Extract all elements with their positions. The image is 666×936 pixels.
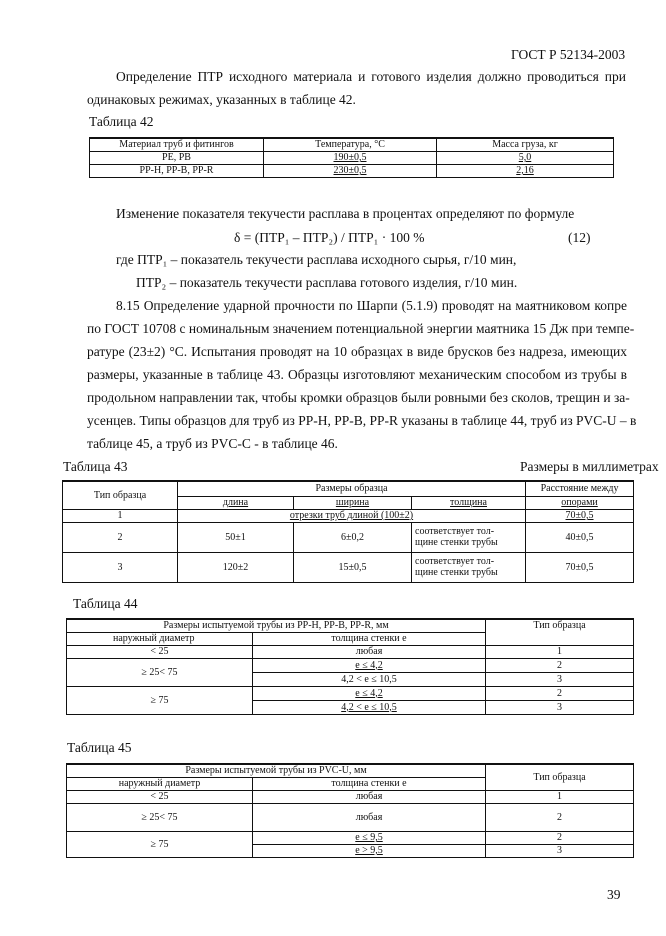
table-cell: 4,2 < e ≤ 10,5 [253,700,486,714]
cell-line: щине стенки трубы [415,537,498,548]
table-cell: 2 [486,686,634,700]
table-cell: любая [253,645,486,658]
table-cell: 1 [63,509,178,522]
table-cell: ≥ 75 [67,831,253,857]
table-cell: любая [253,790,486,803]
table-cell: 15±0,5 [294,552,412,582]
table-43-caption: Таблица 43 [63,459,128,474]
cell-line: соответствует тол- [415,526,495,537]
table-cell: 1 [486,645,634,658]
paragraph-line: размеры, указанные в таблице 43. Образцы изготовляют механическим способом из трубы в [87,367,627,382]
formula-where-2: ПТР₂ – показатель текучести расплава готового изделия, г/10 мин. [136,275,518,290]
table-44 [66,618,634,715]
table-cell [412,552,526,582]
table-header: Тип образца [63,481,178,509]
cell-line: щине стенки трубы [415,567,498,578]
table-cell: ≥ 25< 75 [67,658,253,686]
table-cell: 1 [486,790,634,803]
table-cell: 3 [486,700,634,714]
table-cell: 120±2 [178,552,294,582]
table-cell: 2,16 [437,164,614,177]
table-42-caption: Таблица 42 [89,114,154,129]
table-44-caption: Таблица 44 [73,596,138,611]
table-cell: 2 [486,803,634,831]
cell-line: соответствует тол- [415,556,495,567]
paragraph-line: Определение ПТР исходного материала и готового изделия должно проводиться при [116,69,626,84]
table-45 [66,763,634,858]
table-45-caption: Таблица 45 [67,740,132,755]
table-cell: 190±0,5 [264,151,437,164]
table-43-units: Размеры в миллиметрах [520,459,659,474]
table-cell: 2 [486,658,634,672]
table-cell: 5,0 [437,151,614,164]
table-header: толщина стенки e [253,632,486,645]
paragraph-line: 8.15 Определение ударной прочности по Шарпи (5.1.9) проводят на маятниковом копре [116,298,627,313]
table-42 [89,137,614,178]
table-cell: 2 [63,522,178,552]
table-cell: e ≤ 9,5 [253,831,486,844]
table-header: Размеры образца [178,481,526,496]
table-43 [62,480,634,583]
table-cell: 2 [486,831,634,844]
table-header: Масса груза, кг [437,138,614,151]
paragraph-line: ратуре (23±2) °С. Испытания проводят на 10 образцах в виде брусков без надреза, имеющих [87,344,627,359]
table-cell: ≥ 75 [67,686,253,714]
paragraph-line: таблице 45, а труб из PVC-C - в таблице 46. [87,436,338,451]
table-cell: 3 [486,672,634,686]
formula-where-1: где ПТР₁ – показатель текучести расплава исходного сырья, г/10 мин, [116,252,517,267]
table-header: Размеры испытуемой трубы из PVC-U, мм [67,764,486,777]
table-cell: 70±0,5 [526,552,634,582]
table-header: наружный диаметр [67,632,253,645]
table-cell: e ≤ 4,2 [253,658,486,672]
table-header: длина [178,496,294,509]
table-cell: PE, PB [90,151,264,164]
formula-intro: Изменение показателя текучести расплава в процентах определяют по формуле [116,206,575,221]
table-cell: 40±0,5 [526,522,634,552]
table-cell: < 25 [67,645,253,658]
table-cell: любая [253,803,486,831]
table-header: Тип образца [486,764,634,790]
table-cell: 3 [486,844,634,857]
table-cell: 230±0,5 [264,164,437,177]
table-cell: e > 9,5 [253,844,486,857]
document-id: ГОСТ Р 52134-2003 [511,47,626,62]
page-number: 39 [607,887,621,902]
table-header: наружный диаметр [67,777,253,790]
table-cell: 70±0,5 [526,509,634,522]
paragraph-line: усенцев. Типы образцов для труб из PP-H, PP-B, PP-R указаны в таблице 44, труб из PVC-U – в [87,413,637,428]
table-cell: ≥ 25< 75 [67,803,253,831]
paragraph-line: одинаковых режимах, указанных в таблице 42. [87,92,356,107]
formula-expression: δ = (ПТР₁ – ПТР₂) / ПТР₁ · 100 % [234,230,425,245]
table-cell: < 25 [67,790,253,803]
table-cell: 6±0,2 [294,522,412,552]
table-header: Размеры испытуемой трубы из PP-H, PP-B, PP-R, мм [67,619,486,632]
table-cell: отрезки труб длиной (100±2) [178,509,526,522]
table-cell: PP-H, PP-B, PP-R [90,164,264,177]
table-cell: e ≤ 4,2 [253,686,486,700]
table-header: толщина [412,496,526,509]
formula-number: (12) [568,230,591,245]
table-cell: 4,2 < e ≤ 10,5 [253,672,486,686]
table-header: толщина стенки e [253,777,486,790]
paragraph-line: по ГОСТ 10708 с номинальным значением потенциальной энергии маятника 15 Дж при темпе- [87,321,635,336]
table-header: Температура, °С [264,138,437,151]
table-header: Тип образца [486,619,634,645]
table-header: Материал труб и фитингов [90,138,264,151]
paragraph-line: продольном направлении так, чтобы кромки образцов были ровными без сколов, трещин и за- [87,390,630,405]
table-header: Расстояние между [526,481,634,496]
table-header: опорами [526,496,634,509]
table-cell: 3 [63,552,178,582]
table-header: ширина [294,496,412,509]
table-cell: 50±1 [178,522,294,552]
table-cell [412,522,526,552]
